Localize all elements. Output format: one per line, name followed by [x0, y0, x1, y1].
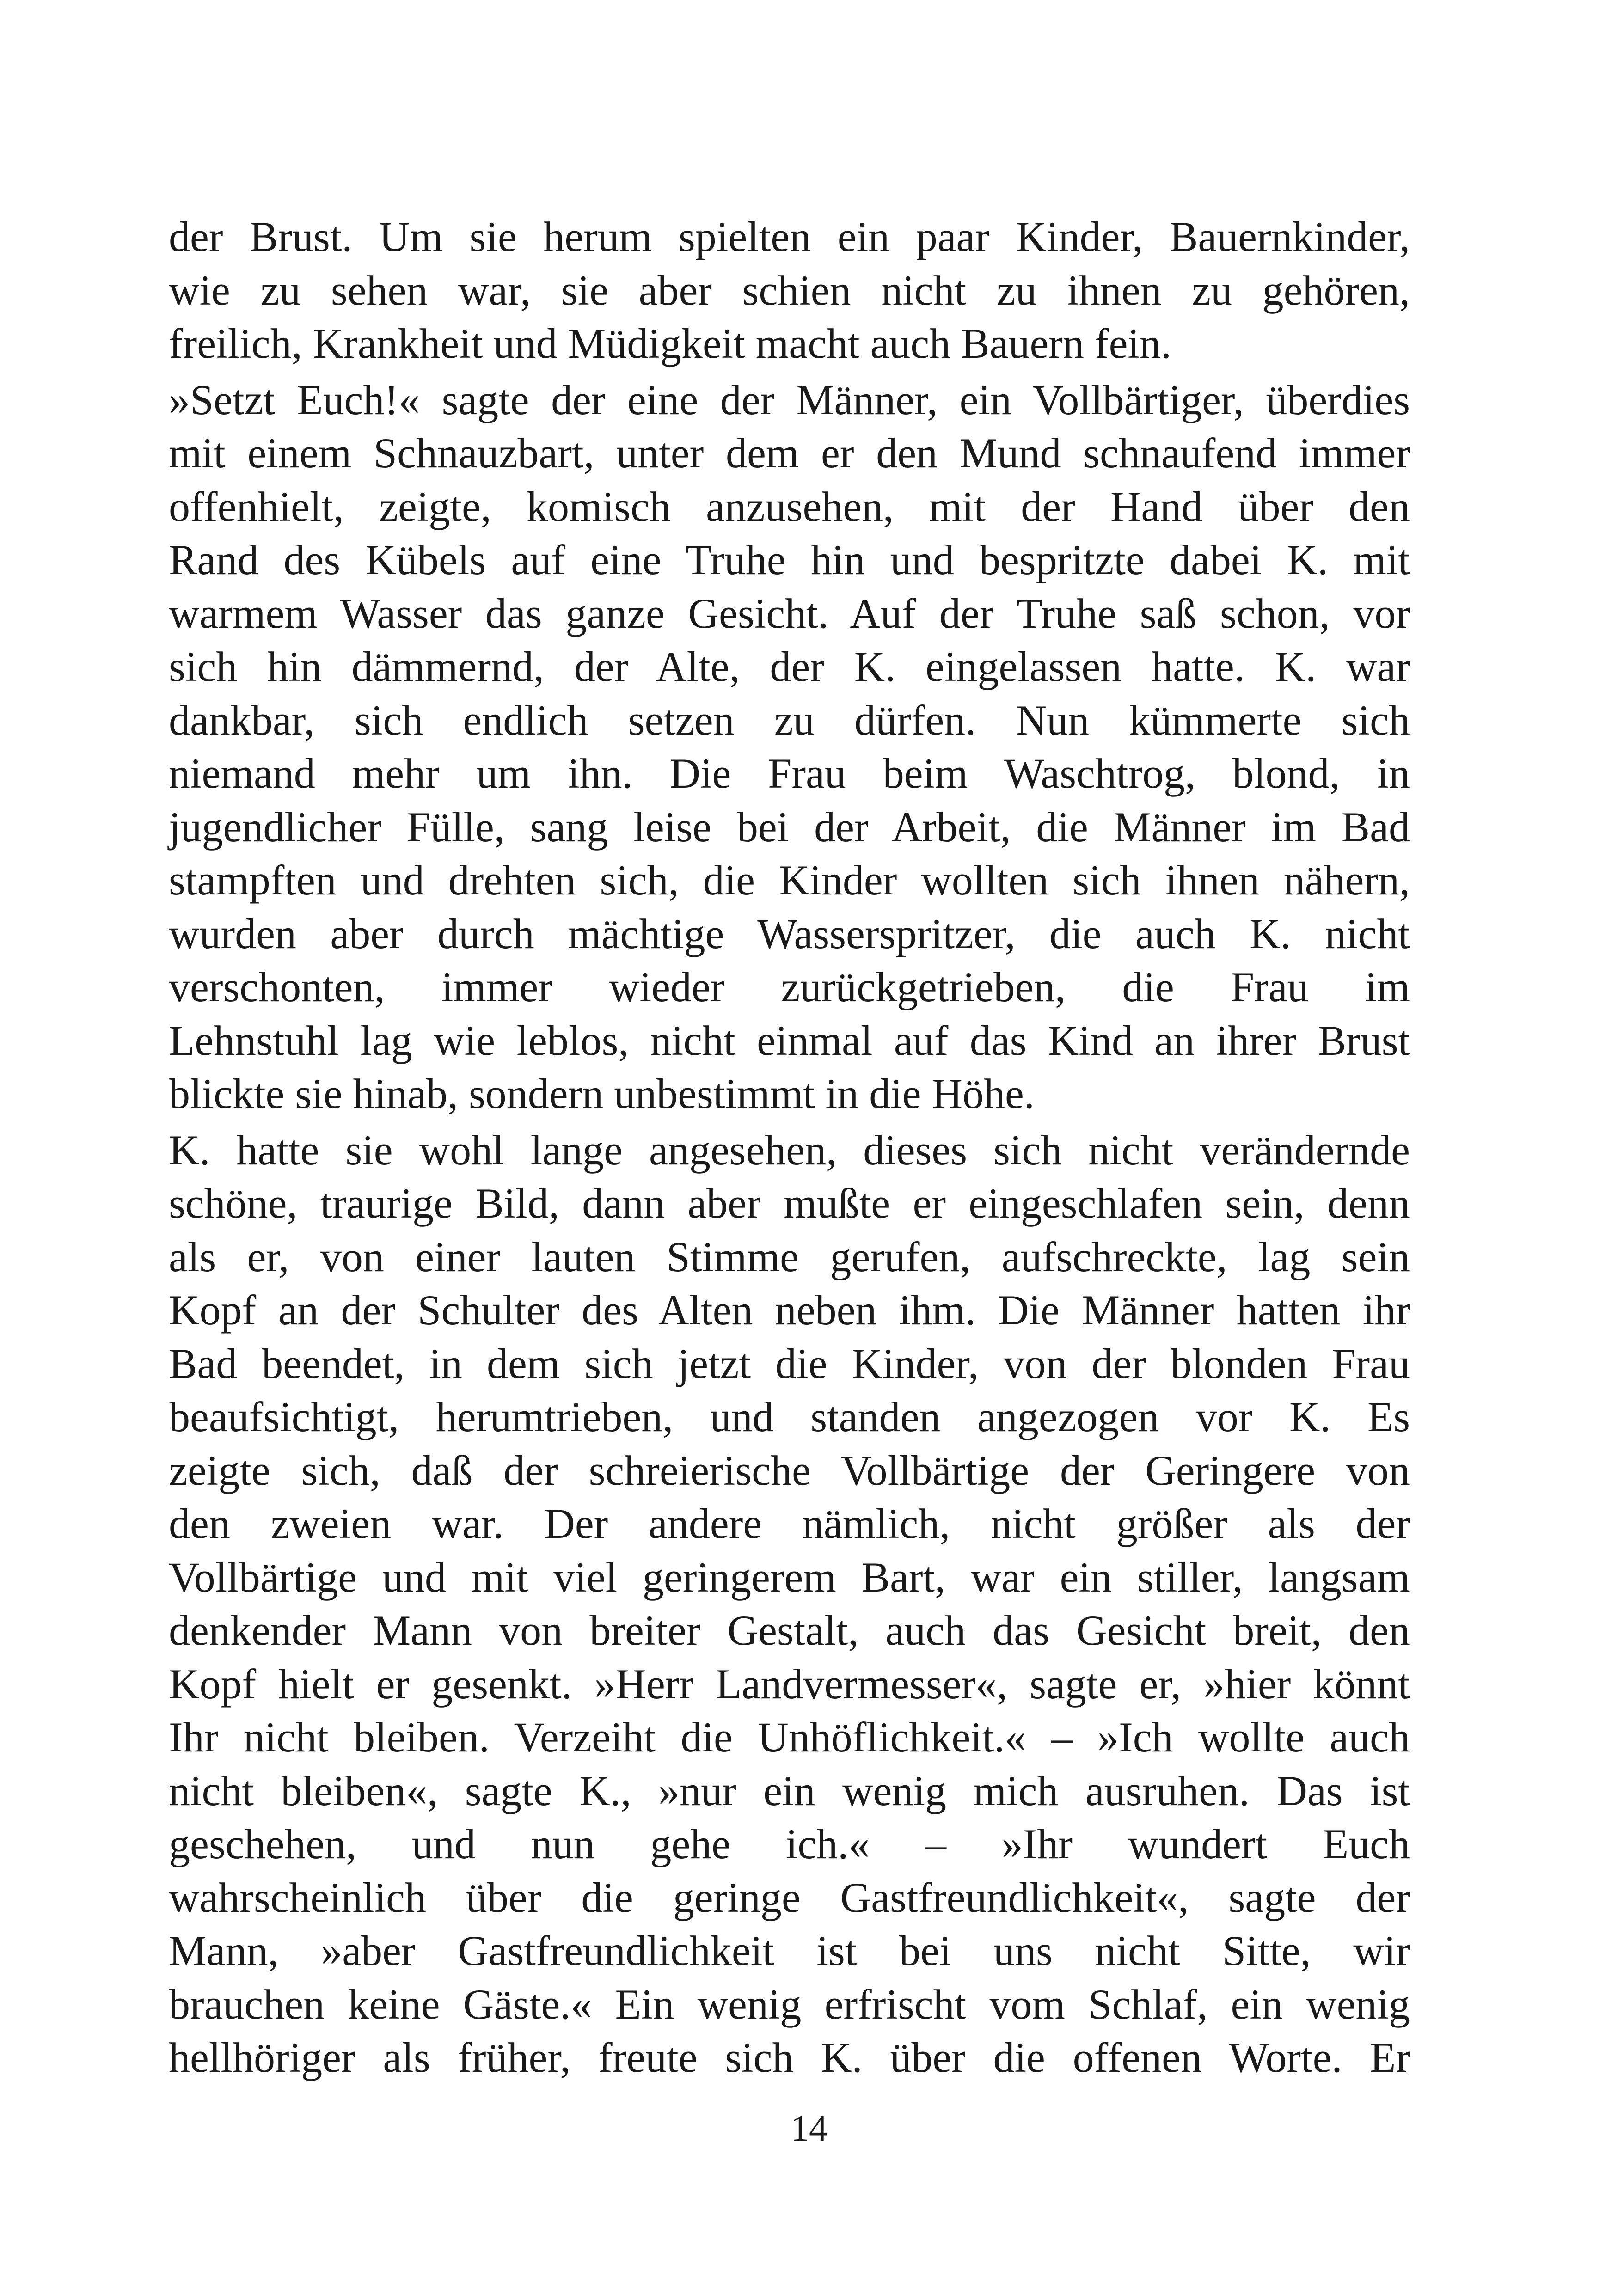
text-line: Vollbärtige und mit viel geringerem Bart, war ein stiller, langsam — [169, 1553, 1410, 1601]
text-line: geschehen, und nun gehe ich.« – »Ihr wundert Euch — [169, 1820, 1410, 1867]
text-line: denkender Mann von breiter Gestalt, auch das Gesicht breit, den — [169, 1607, 1410, 1654]
text-line: den zweien war. Der andere nämlich, nicht größer als der — [169, 1500, 1410, 1547]
text-line: freilich, Krankheit und Müdigkeit macht auch Bauern fein. — [169, 320, 1171, 367]
text-line: brauchen keine Gäste.« Ein wenig erfrischt vom Schlaf, ein wenig — [169, 1980, 1410, 2028]
paragraph — [169, 210, 1410, 371]
text-line: jugendlicher Fülle, sang leise bei der Arbeit, die Männer im Bad — [169, 803, 1410, 851]
text-line: Kopf hielt er gesenkt. »Herr Landvermesser«, sagte er, »hier könnt — [169, 1660, 1410, 1708]
paragraph — [169, 1124, 1410, 2085]
page-number: 14 — [791, 2108, 827, 2149]
text-line: Ihr nicht bleiben. Verzeiht die Unhöflichkeit.« – »Ich wollte auch — [169, 1714, 1410, 1761]
text-line: sich hin dämmernd, der Alte, der K. eingelassen hatte. K. war — [169, 643, 1410, 690]
text-line: zeigte sich, daß der schreierische Vollbärtige der Geringere von — [169, 1446, 1410, 1494]
text-line: der Brust. Um sie herum spielten ein paar Kinder, Bauernkinder, — [169, 213, 1410, 260]
text-line: hellhöriger als früher, freute sich K. über die offenen Worte. Er — [169, 2034, 1410, 2081]
text-line: verschonten, immer wieder zurückgetrieben, die Frau im — [169, 963, 1410, 1010]
text-line: schöne, traurige Bild, dann aber mußte er eingeschlafen sein, denn — [169, 1180, 1410, 1227]
text-line: offenhielt, zeigte, komisch anzusehen, mit der Hand über den — [169, 483, 1410, 530]
text-line: blickte sie hinab, sondern unbestimmt in die Höhe. — [169, 1070, 1035, 1117]
text-line: Rand des Kübels auf eine Truhe hin und bespritzte dabei K. mit — [169, 536, 1410, 583]
text-line: K. hatte sie wohl lange angesehen, dieses sich nicht verändernde — [169, 1126, 1410, 1174]
text-line: Bad beendet, in dem sich jetzt die Kinder, von der blonden Frau — [169, 1340, 1410, 1387]
text-line: beaufsichtigt, herumtrieben, und standen angezogen vor K. Es — [169, 1393, 1410, 1440]
text-line: nicht bleiben«, sagte K., »nur ein wenig mich ausruhen. Das ist — [169, 1767, 1410, 1814]
text-line: dankbar, sich endlich setzen zu dürfen. Nun kümmerte sich — [169, 696, 1410, 744]
text-line: Kopf an der Schulter des Alten neben ihm. Die Männer hatten ihr — [169, 1286, 1410, 1334]
text-line: »Setzt Euch!« sagte der eine der Männer, ein Vollbärtiger, überdies — [169, 376, 1410, 423]
text-line: stampften und drehten sich, die Kinder wollten sich ihnen nähern, — [169, 857, 1410, 904]
text-line: als er, von einer lauten Stimme gerufen, aufschreckte, lag sein — [169, 1233, 1410, 1280]
text-line: Lehnstuhl lag wie leblos, nicht einmal auf das Kind an ihrer Brust — [169, 1016, 1410, 1064]
text-line: mit einem Schnauzbart, unter dem er den Mund schnaufend immer — [169, 429, 1410, 477]
text-line: wurden aber durch mächtige Wasserspritzer, die auch K. nicht — [169, 910, 1410, 957]
text-line: warmem Wasser das ganze Gesicht. Auf der Truhe saß schon, vor — [169, 589, 1410, 637]
body-text — [169, 210, 1410, 2085]
paragraph — [169, 373, 1410, 1121]
text-line: Mann, »aber Gastfreundlichkeit ist bei uns nicht Sitte, wir — [169, 1927, 1410, 1974]
text-line: niemand mehr um ihn. Die Frau beim Waschtrog, blond, in — [169, 750, 1410, 797]
text-line: wahrscheinlich über die geringe Gastfreundlichkeit«, sagte der — [169, 1874, 1410, 1921]
text-line: wie zu sehen war, sie aber schien nicht zu ihnen zu gehören, — [169, 266, 1410, 314]
